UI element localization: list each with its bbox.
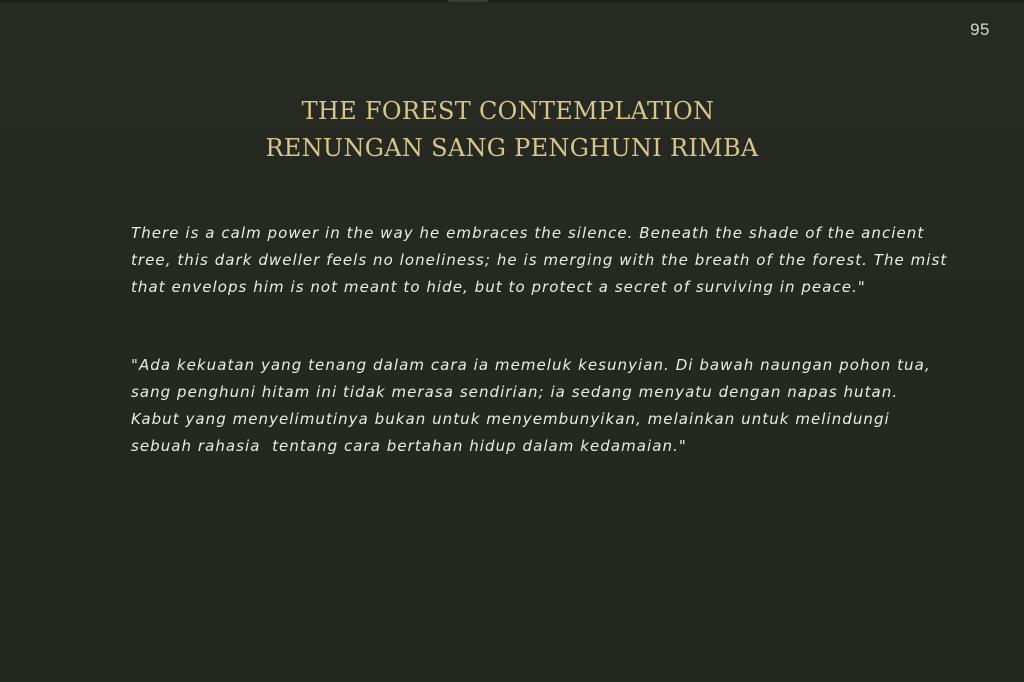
page-number: 95 xyxy=(970,20,990,39)
page-title xyxy=(0,93,1024,167)
top-edge-ornament xyxy=(448,0,488,2)
title-indonesian: RENUNGAN SANG PENGHUNI RIMBA xyxy=(265,134,759,162)
indonesian-paragraph: "Ada kekuatan yang tenang dalam cara ia memeluk kesunyian. Di bawah naungan pohon tua, sang penghuni hitam ini tidak merasa sendirian; ia sedang menyatu dengan napas hutan. Kabut yang menyelimutinya bukan untuk menyembunyikan, melainkan untuk melindungi sebuah rahasia tentang cara bertahan hidup dalam kedamaian." xyxy=(131,356,931,455)
top-edge-divider xyxy=(0,0,1024,2)
english-paragraph: There is a calm power in the way he embraces the silence. Beneath the shade of the ancient tree, this dark dweller feels no loneliness; he is merging with the breath of the forest. The mist that envelops him is not meant to hide, but to protect a secret of surviving in peace." xyxy=(131,224,948,296)
title-english: THE FOREST CONTEMPLATION xyxy=(301,97,715,125)
